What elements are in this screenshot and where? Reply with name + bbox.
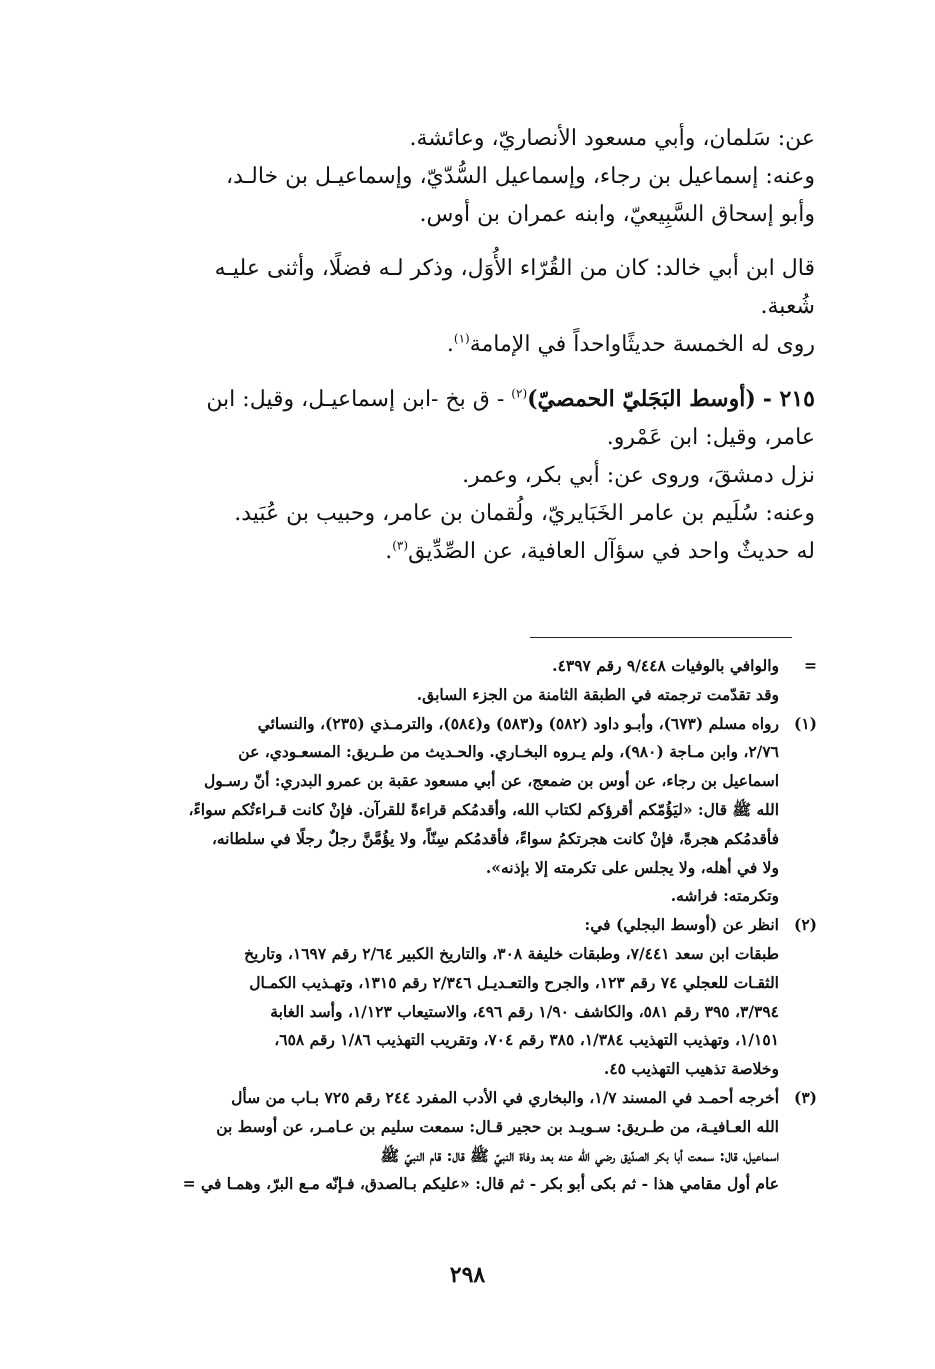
text-line: [95, 533, 815, 571]
text-line: عن: سَلمان، وأبي مسعود الأنصاريّ، وعائشة.: [409, 126, 815, 151]
footnote-line: ٢/٧٦، وابن مـاجة (٩٨٠)، ولم يـروه البخـاري. والحـديث من طـريق: المسعـودي، عن: [238, 742, 779, 762]
footnote-continuation: [95, 652, 817, 710]
text-line: نزل دمشقَ، وروى عن: أبي بكر، وعمر.: [462, 463, 815, 488]
footnote-3: [95, 1084, 817, 1199]
text-segment: .: [385, 539, 393, 564]
footnote-line: اسماعيل بن رجاء، عن أوس بن ضمعج، عن أبي مسعود عقبة بن عمرو البدري: أنّ رسـول: [204, 771, 779, 791]
footnote-line: أخرجه أحمـد في المسند ١/٧، والبخاري في الأدب المفرد ٢٤٤ رقم ٧٢٥ بـاب من سأل: [231, 1087, 779, 1107]
footnote-separator: [530, 637, 792, 638]
footnote-line: وتكرمته: فراشه.: [670, 886, 779, 906]
text-segment: - ق بخ -ابن إسماعيـل، وقيل: ابن: [206, 387, 512, 412]
text-line: وأبو إسحاق السَّبِيعيّ، وابنه عمران بن أوس.: [419, 202, 815, 227]
footnote-line: عام أول مقامي هذا - ثم بكى أبو بكر - ثم قال: «عليكم بـالصدق، فـإنّه مـع البرّ، وهمـا في =: [182, 1174, 779, 1194]
footnote-line: انظر عن (أوسط البجلي) في:: [584, 915, 779, 935]
footnote-marker: =: [804, 656, 817, 675]
footnote-line: الثقـات للعجلي ٧٤ رقم ١٢٣، والجرح والتعـديـل ٢/٣٤٦ رقم ١٣١٥، وتهـذيب الكمـال: [249, 972, 779, 992]
text-segment: .: [446, 332, 454, 357]
text-line: قال ابن أبي خالد: كان من القُرّاء الأُوَل، وذكر لـه فضلًا، وأثنى عليـه: [214, 256, 815, 281]
text-line: عامر، وقيل: ابن عَمْرو.: [606, 425, 815, 450]
footnote-line: والوافي بالوفيات ٩/٤٤٨ رقم ٤٣٩٧.: [552, 656, 779, 675]
page-number: ٢٩٨: [449, 1262, 486, 1288]
footnote-line: الله ﷺ قال: «ليَؤُمّكم أقرؤكم لكتاب الله، وأقدمُكم قراءةً للقرآن. فإنْ كانت قـراءتُكم سواءً،: [188, 799, 779, 819]
footnote-line: وقد تقدّمت ترجمته في الطبقة الثامنة من الجزء السابق.: [416, 684, 779, 704]
footnote-1: [95, 710, 817, 912]
footnote-marker: (٢): [793, 915, 817, 935]
footnote-reference: (١): [453, 331, 470, 346]
footnotes: [95, 652, 817, 1199]
text-line: [95, 326, 815, 364]
entry-number: ٢١٥ -: [762, 386, 815, 412]
footnote-reference: (٣): [392, 538, 409, 553]
text-segment: له حديثٌ واحد في سؤآل العافية، عن الصِّدِّيق: [408, 539, 815, 564]
footnote-marker: (٣): [793, 1087, 817, 1107]
footnote-line: ٣/٣٩٤، ٣٩٥ رقم ٥٨١، والكاشف ١/٩٠ رقم ٤٩٦، والاستيعاب ١/١٢٣، وأسد الغابة: [270, 1001, 779, 1021]
footnote-line: ولا في أهله، ولا يجلس على تكرمته إلا بإذنه».: [485, 857, 779, 877]
entry-heading-line: [95, 380, 815, 419]
footnote-line: رواه مسلم (٦٧٣)، وأبـو داود (٥٨٢) و(٥٨٣) و(٥٨٤)، والترمـذي (٢٣٥)، والنسائي: [257, 713, 779, 733]
text-line: وعنه: إسماعيل بن رجاء، وإسماعيل السُّدّيّ، وإسماعيـل بن خالـد،: [226, 164, 815, 189]
footnote-line: فأقدمُكم هجرةً، فإنْ كانت هجرتكمُ سواءً، فأقدمُكم سِنّاً، ولا يؤُمَّنَّ رجلٌ رجلًا في سلطانه،: [211, 828, 779, 848]
text-line: شُعبة.: [760, 294, 815, 319]
footnote-line: اسماعيل، قال: سمعت أبا بكر الصدّيق رضي الله عنه بعد وفاة النبيّ ﷺ قال: قام النبيّ ﷺ: [380, 1145, 779, 1165]
footnote-line: ١/١٥١، وتهذيب التهذيب ١/٣٨٤، ٣٨٥ رقم ٧٠٤، وتقريب التهذيب ١/٨٦ رقم ٦٥٨،: [274, 1030, 779, 1050]
footnote-line: وخلاصة تذهيب التهذيب ٤٥.: [603, 1059, 779, 1079]
footnote-marker: (١): [793, 713, 817, 733]
main-text: [95, 120, 815, 571]
footnote-reference: (٢): [511, 386, 528, 401]
footnote-line: طبقات ابن سعد ٧/٤٤١، وطبقات خليفة ٣٠٨، والتاريخ الكبير ٢/٦٤ رقم ١٦٩٧، وتاريخ: [244, 943, 779, 963]
text-line: وعنه: سُلَيم بن عامر الخَبَايريّ، ولُقمان بن عامر، وحبيب بن عُبَيد.: [234, 501, 815, 526]
entry-name: (أوسط البَجَليّ الحمصيّ): [527, 386, 756, 412]
footnote-line: الله العـافيـة، من طـريق: سـويـد بن حجير قـال: سمعت سليم بن عـامـر، عن أوسط بن: [216, 1116, 779, 1136]
text-segment: روى له الخمسة حديثًاواحداً في الإمامة: [469, 332, 815, 357]
footnote-2: [95, 911, 817, 1084]
